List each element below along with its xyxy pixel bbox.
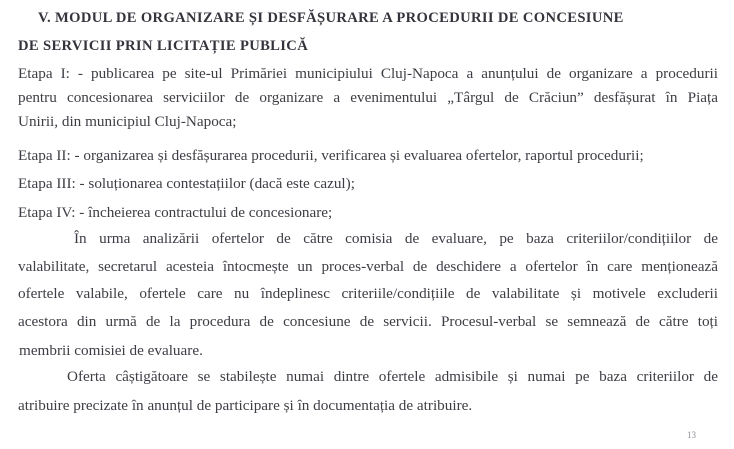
stage-1-line-3: Unirii, din municipiul Cluj-Napoca;	[18, 113, 237, 130]
stage-3: Etapa III: - soluționarea contestațiilor (dacă este cazul);	[18, 175, 355, 192]
paragraph-1-line-1: În urma analizării ofertelor de către comisia de evaluare, pe baza criteriilor/condițiilor de	[74, 230, 718, 247]
paragraph-2-line-1: Oferta câștigătoare se stabilește numai dintre ofertele admisibile și numai pe baza criteriilor de	[67, 368, 718, 385]
paragraph-1-line-2: valabilitate, secretarul acesteia întocmește un proces-verbal de deschidere a ofertelor în care menționează	[18, 258, 718, 275]
section-heading-line-1: V. MODUL DE ORGANIZARE ȘI DESFĂȘURARE A PROCEDURII DE CONCESIUNE	[38, 10, 624, 26]
page-number: 13	[687, 430, 696, 440]
paragraph-2-line-2: atribuire precizate în anunțul de participare și în documentația de atribuire.	[18, 397, 473, 414]
paragraph-1-line-4: acestora din urmă de la procedura de concesiune de servicii. Procesul-verbal se semnează de către toți	[18, 313, 718, 330]
stage-4: Etapa IV: - încheierea contractului de concesionare;	[18, 204, 333, 221]
paragraph-1-line-3: ofertele valabile, ofertele care nu îndeplinesc criteriile/condițiile de valabilitate și motivele excluderii	[18, 285, 718, 302]
stage-1-line-1: Etapa I: - publicarea pe site-ul Primăriei municipiului Cluj-Napoca a anunțului de organizare a procedurii	[18, 65, 718, 82]
stage-2: Etapa II: - organizarea și desfășurarea procedurii, verificarea și evaluarea ofertelor, raportul procedurii;	[18, 147, 644, 164]
stage-1-line-2: pentru concesionarea serviciilor de organizare a evenimentului „Târgul de Crăciun” desfășurat în Piața	[18, 89, 718, 106]
section-heading-line-2: DE SERVICII PRIN LICITAȚIE PUBLICĂ	[18, 38, 309, 54]
paragraph-1-line-5: membrii comisiei de evaluare.	[19, 342, 203, 359]
